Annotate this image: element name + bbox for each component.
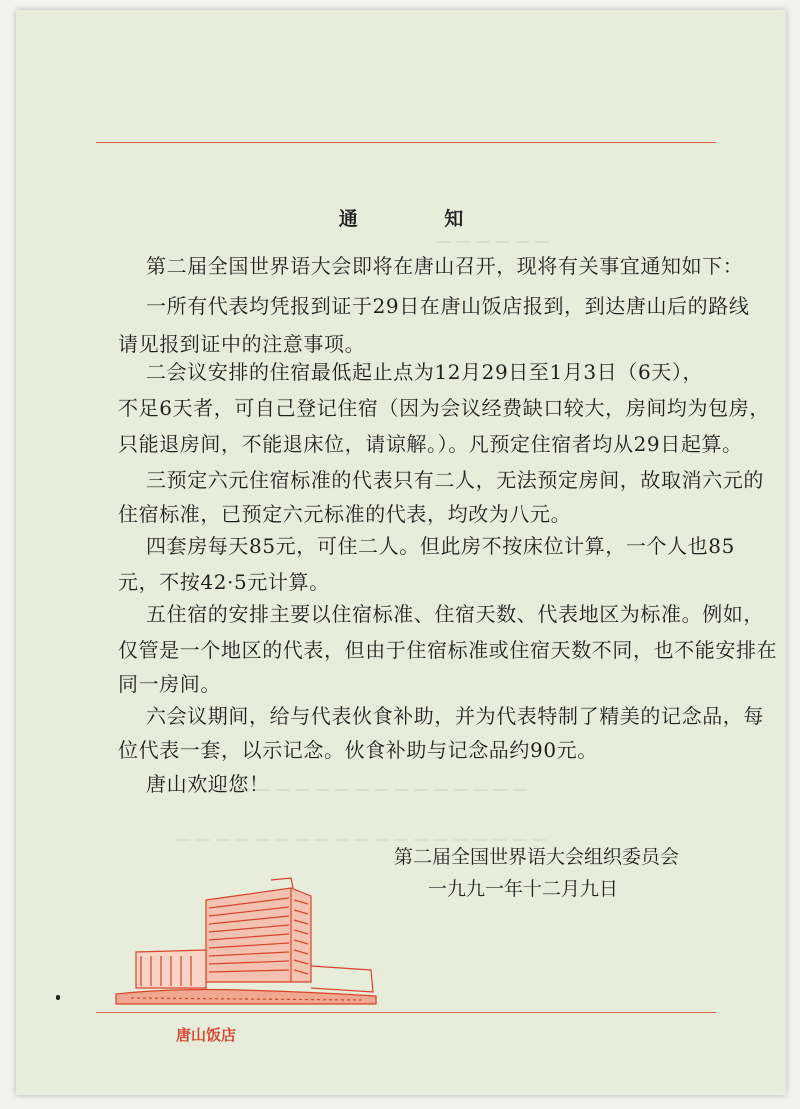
notice-line: 请见报到证中的注意事项。 <box>118 332 366 356</box>
notice-line: 五住宿的安排主要以住宿标准、住宿天数、代表地区为标准。例如， <box>146 602 764 626</box>
notice-line: 第二届全国世界语大会即将在唐山召开，现将有关事宜通知如下： <box>146 254 744 278</box>
notice-line: 仅管是一个地区的代表，但由于住宿标准或住宿天数不同，也不能安排在 <box>118 638 778 662</box>
hotel-building-illustration <box>111 870 381 1005</box>
hotel-letterhead-label: 唐山饭店 <box>176 1026 237 1044</box>
notice-line: 不足6天者，可自己登记住宿（因为会议经费缺口较大，房间均为包房， <box>118 396 770 420</box>
notice-closing: 唐山欢迎您！ <box>146 772 270 796</box>
notice-title: 通 知 <box>338 208 504 230</box>
notice-line: 三预定六元住宿标准的代表只有二人，无法预定房间，故取消六元的 <box>146 468 764 492</box>
notice-line: 一所有代表均凭报到证于29日在唐山饭店报到，到达唐山后的路线 <box>146 294 750 318</box>
signature-date: 一九九一年十二月九日 <box>428 878 619 900</box>
bleed-through-mark: — — — — — — — — — — — — — — — — — — — <box>176 830 547 848</box>
notice-line: 元，不按42·5元计算。 <box>118 570 330 594</box>
paper-sheet <box>16 10 786 1095</box>
organizer-signature: 第二届全国世界语大会组织委员会 <box>394 846 680 868</box>
notice-line: 二会议安排的住宿最低起止点为12月29日至1月3日（6天）， <box>146 360 704 384</box>
notice-line: 四套房每天85元，可住二人。但此房不按床位计算，一个人也85 <box>146 534 735 558</box>
notice-line: 同一房间。 <box>118 672 221 696</box>
notice-document <box>16 10 786 1095</box>
paper-speck <box>56 995 60 1000</box>
notice-line: 住宿标准，已预定六元标准的代表，均改为八元。 <box>118 502 572 526</box>
notice-line: 位代表一套，以示记念。伙食补助与记念品约90元。 <box>118 738 598 762</box>
notice-line: 六会议期间，给与代表伙食补助，并为代表特制了精美的记念品，每 <box>146 704 764 728</box>
bleed-through-mark: — — — — — — — — — — — — — — — — <box>216 780 528 798</box>
bleed-through-mark: — — — — — — <box>436 232 550 250</box>
notice-line: 只能退房间，不能退床位，请谅解。）。凡预定住宿者均从29日起算。 <box>118 432 743 456</box>
